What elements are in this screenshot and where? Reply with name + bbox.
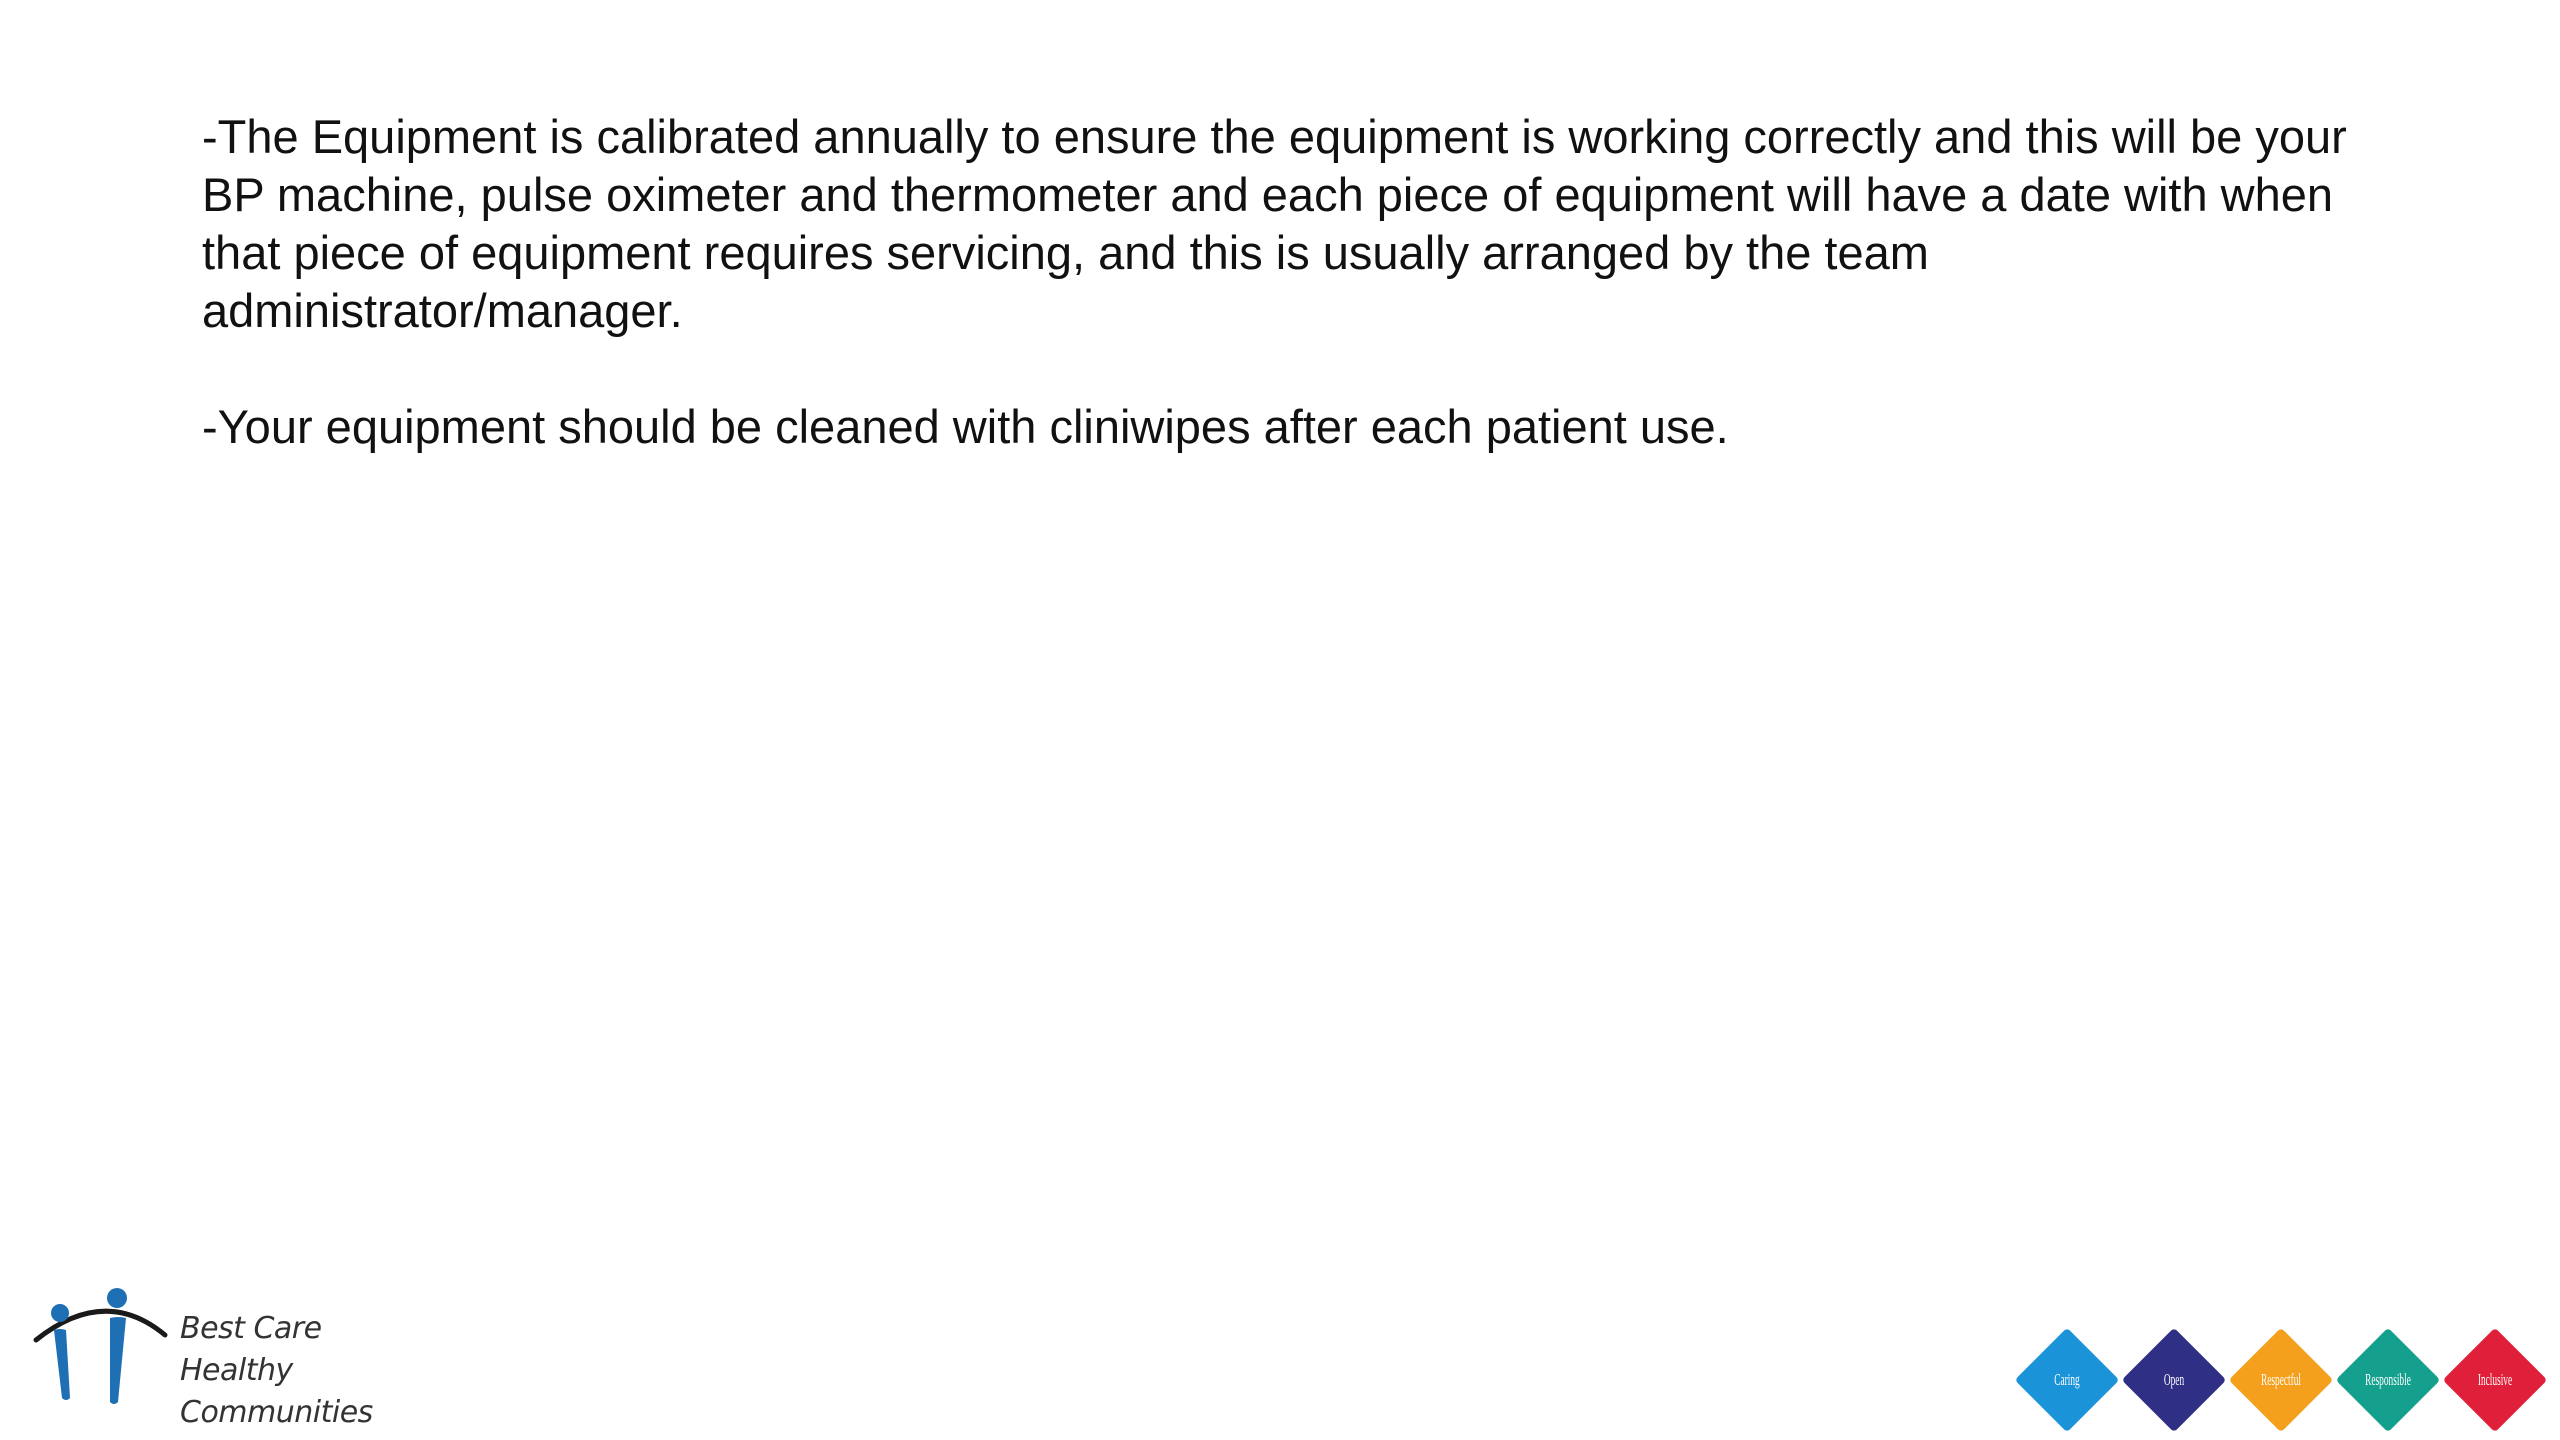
value-caring-badge: Caring <box>2015 1328 2119 1432</box>
equipment-calibration-paragraph: -The Equipment is calibrated annually to ensure the equipment is working correctly and this will be your BP machine, pulse oximeter and thermometer and each piece of equipment will have a date with when that piece of equipment requires servicing, and this is usually arranged by the team administrator/manager. <box>202 110 2347 337</box>
logo-tagline-line-2: Healthy Communities <box>180 1353 373 1430</box>
organisation-logo <box>30 1280 470 1430</box>
value-respectful-badge: Respectful <box>2229 1328 2333 1432</box>
equipment-cleaning-paragraph: -Your equipment should be cleaned with cliniwipes after each patient use. <box>202 400 1729 453</box>
values-badges <box>2015 1328 2550 1432</box>
value-open-badge: Open <box>2122 1328 2226 1432</box>
logo-tagline-line-1: Best Care <box>180 1311 322 1346</box>
value-inclusive-badge: Inclusive <box>2443 1328 2547 1432</box>
slide-body <box>202 108 2382 456</box>
value-responsible-badge: Responsible <box>2336 1328 2440 1432</box>
people-figures-icon <box>30 1280 170 1420</box>
